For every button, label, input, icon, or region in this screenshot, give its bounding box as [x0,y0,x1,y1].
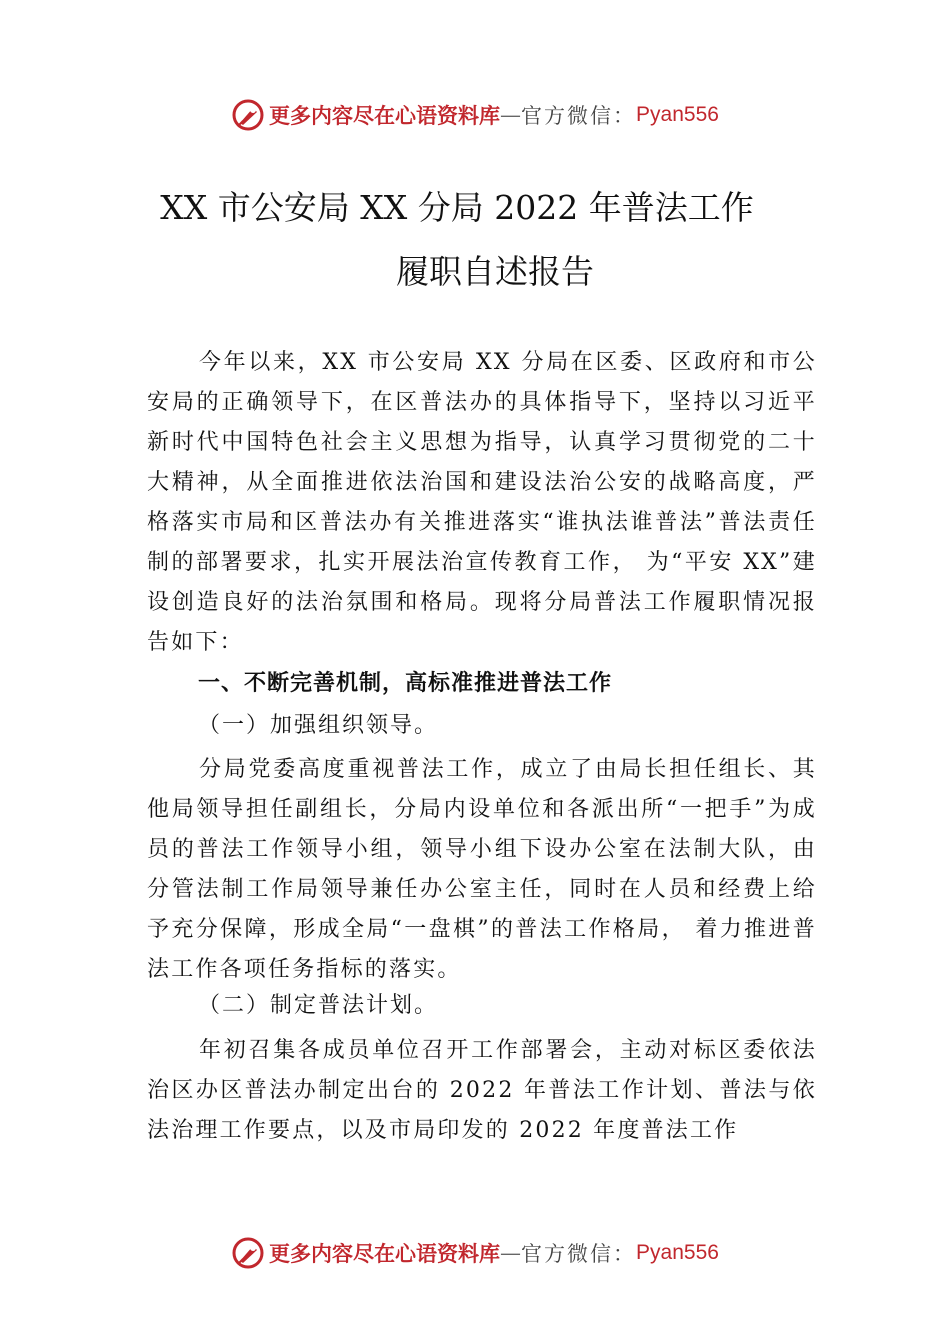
watermark-wechat-id: Pyan556 [636,1241,719,1264]
document-title-line2: 履职自述报告 [396,252,594,291]
sub1-heading: （一）加强组织领导。 [198,713,439,738]
watermark-text: 更多内容尽在心语资料库 [269,1241,501,1266]
pen-nib-circle-icon [231,1236,265,1270]
watermark-banner-top [0,95,950,135]
watermark-wechat-label: 官方微信： [521,1242,637,1266]
watermark-banner-bottom [0,1233,950,1273]
pen-nib-circle-icon [231,98,265,132]
watermark-dash: — [500,1241,522,1265]
watermark-wechat-id: Pyan556 [636,103,719,126]
intro-paragraph: 今年以来，XX 市公安局 XX 分局在区委、区政府和市公安局的正确领导下，在区普法办的具体指导下，坚持以习近平新时代中国特色社会主义思想为指导，认真学习贯彻党的二十大精神，从全面推进依法治国和建设法治公安的战略高度，严格落实市局和区普法办有关推进落实“谁执法谁普法”普法责任制的部署要求，扎实开展法治宣传教育工作， 为“平安 XX”建设创造良好的法治氛围和格局。现将分局普法工作履职情况报告如下： [147,350,817,655]
sub1-paragraph: 分局党委高度重视普法工作，成立了由局长担任组长、其他局领导担任副组长，分局内设单位和各派出所“一把手”为成员的普法工作领导小组，领导小组下设办公室在法制大队，由分管法制工作局领导兼任办公室主任，同时在人员和经费上给予充分保障，形成全局“一盘棋”的普法工作格局， 着力推进普法工作各项任务指标的落实。 [147,757,817,982]
sub2-heading: （二）制定普法计划。 [198,993,439,1018]
document-title-line1: XX 市公安局 XX 分局 2022 年普法工作 [160,188,754,227]
watermark-dash: — [500,103,522,127]
section1-heading: 一、不断完善机制，高标准推进普法工作 [198,671,613,696]
watermark-wechat-label: 官方微信： [521,104,637,128]
sub2-paragraph: 年初召集各成员单位召开工作部署会，主动对标区委依法治区办区普法办制定出台的 2022 年普法工作计划、普法与依法治理工作要点，以及市局印发的 2022 年度普法工作 [147,1038,817,1143]
watermark-text: 更多内容尽在心语资料库 [269,103,501,128]
